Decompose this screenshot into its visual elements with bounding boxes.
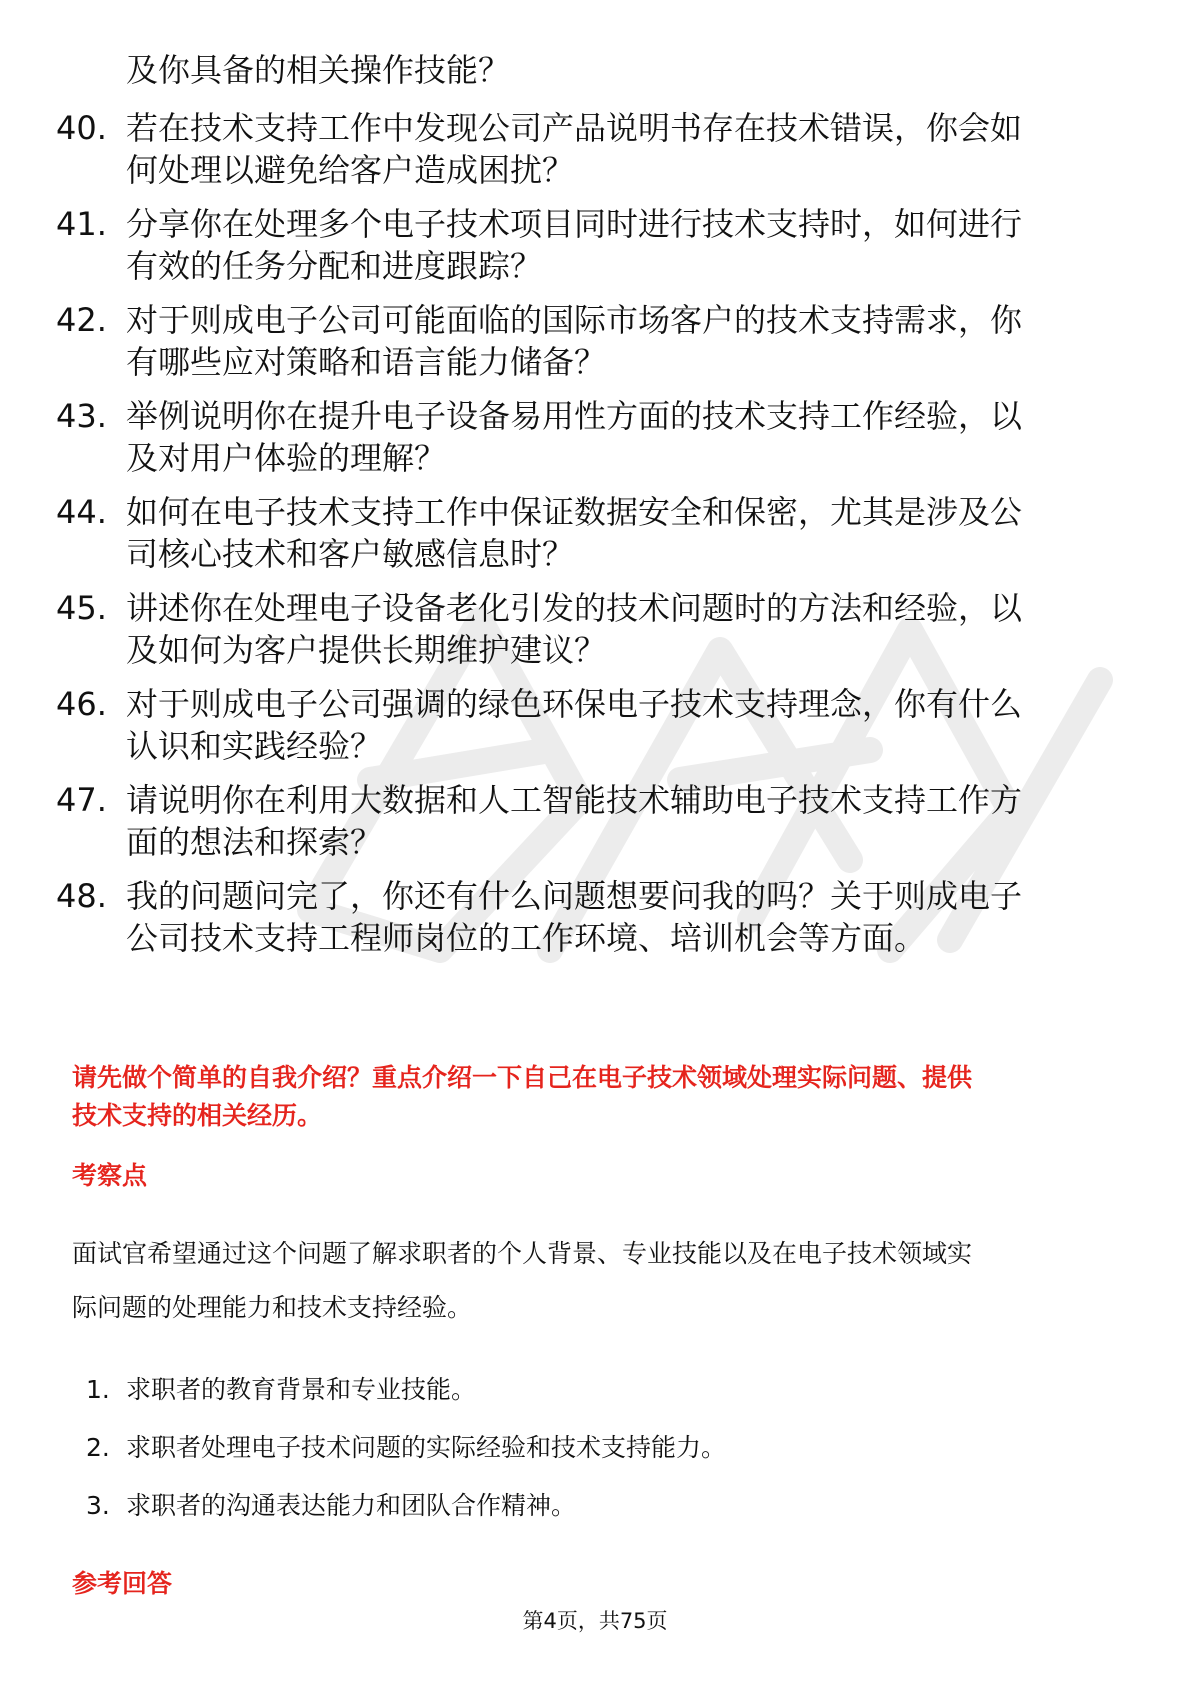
assessment-paragraph: 际问题的处理能力和技术支持经验。 [72,1293,473,1322]
page-footer: 第4页，共75页 [522,1609,668,1633]
list-item [0,1430,1190,1470]
question-text: 分享你在处理多个电子技术项目同时进行技术支持时，如何进行 [126,205,1023,243]
list-item [0,588,1190,678]
list-number: 3. [86,1491,110,1520]
list-text: 求职者的教育背景和专业技能。 [126,1375,477,1404]
list-item [0,780,1190,870]
list-item [0,876,1190,966]
question-text: 如何在电子技术支持工作中保证数据安全和保密，尤其是涉及公 [126,493,1023,531]
featured-question: 技术支持的相关经历。 [72,1101,323,1130]
featured-question: 请先做个简单的自我介绍？重点介绍一下自己在电子技术领域处理实际问题、提供 [72,1063,973,1092]
question-number: 40. [56,109,107,147]
list-item [0,300,1190,390]
question-number: 42. [56,301,107,339]
list-number: 2. [86,1433,110,1462]
question-text: 有哪些应对策略和语言能力储备？ [126,343,607,381]
question-text: 若在技术支持工作中发现公司产品说明书存在技术错误，你会如 [126,109,1023,147]
question-text: 有效的任务分配和进度跟踪？ [126,247,543,285]
list-number: 1. [86,1375,110,1404]
list-item [0,684,1190,774]
question-text: 对于则成电子公司强调的绿色环保电子技术支持理念，你有什么 [126,685,1023,723]
question-text: 何处理以避免给客户造成困扰？ [126,151,575,189]
list-text: 求职者的沟通表达能力和团队合作精神。 [126,1491,577,1520]
question-number: 47. [56,781,107,819]
question-text: 讲述你在处理电子设备老化引发的技术问题时的方法和经验，以 [126,589,1023,627]
question-number: 43. [56,397,107,435]
list-item [0,204,1190,294]
continuation-text: 及你具备的相关操作技能？ [126,51,511,89]
question-text: 公司技术支持工程师岗位的工作环境、培训机会等方面。 [126,919,927,957]
question-number: 45. [56,589,107,627]
question-text: 司核心技术和客户敏感信息时？ [126,535,575,573]
list-item [0,1372,1190,1412]
question-number: 46. [56,685,107,723]
assessment-paragraph: 面试官希望通过这个问题了解求职者的个人背景、专业技能以及在电子技术领域实 [72,1239,973,1268]
question-text: 及如何为客户提供长期维护建议？ [126,631,607,669]
question-text: 举例说明你在提升电子设备易用性方面的技术支持工作经验，以 [126,397,1023,435]
list-item [0,108,1190,198]
question-number: 48. [56,877,107,915]
section-heading-assessment: 考察点 [72,1161,148,1190]
question-text: 及对用户体验的理解？ [126,439,447,477]
list-text: 求职者处理电子技术问题的实际经验和技术支持能力。 [126,1433,727,1462]
list-item [0,492,1190,582]
question-text: 认识和实践经验？ [126,727,383,765]
question-text: 请说明你在利用大数据和人工智能技术辅助电子技术支持工作方 [126,781,1023,819]
list-item [0,396,1190,486]
list-item [0,1488,1190,1528]
question-text: 对于则成电子公司可能面临的国际市场客户的技术支持需求，你 [126,301,1023,339]
section-heading-reference: 参考回答 [72,1569,173,1598]
question-number: 41. [56,205,107,243]
question-text: 我的问题问完了，你还有什么问题想要问我的吗？关于则成电子 [126,877,1023,915]
question-text: 面的想法和探索？ [126,823,383,861]
question-number: 44. [56,493,107,531]
